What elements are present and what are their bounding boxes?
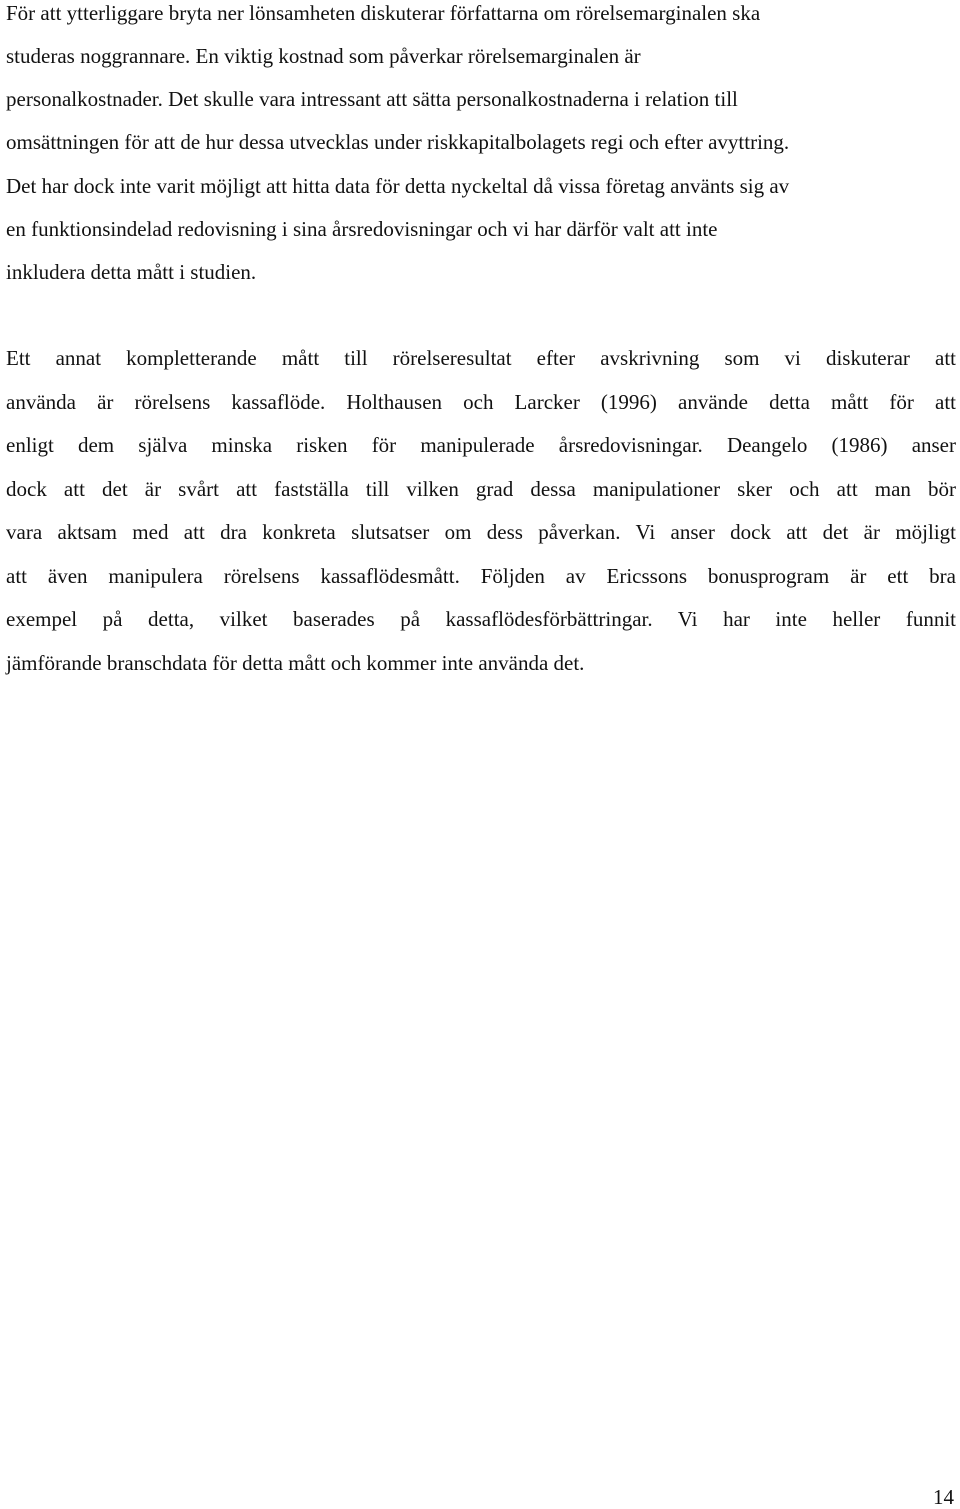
paragraph-1-line-2: studeras noggrannare. En viktig kostnad som påverkar rörelsemarginalen är <box>6 44 641 68</box>
page-number: 14 <box>933 1485 954 1509</box>
paragraph-2-line-7: exempel på detta, vilket baserades på kassaflödesförbättringar. Vi har inte heller funnit <box>6 607 956 631</box>
paragraph-1-line-3: personalkostnader. Det skulle vara intressant att sätta personalkostnaderna i relation till <box>6 87 738 111</box>
paragraph-1-line-1: För att ytterliggare bryta ner lönsamheten diskuterar författarna om rörelsemarginalen ska <box>6 1 761 25</box>
paragraph-1-line-4: omsättningen för att de hur dessa utvecklas under riskkapitalbolagets regi och efter avyttring. <box>6 130 790 154</box>
paragraph-2-line-4: dock att det är svårt att fastställa till vilken grad dessa manipulationer sker och att man bör <box>6 477 956 501</box>
paragraph-2-line-5: vara aktsam med att dra konkreta slutsatser om dess påverkan. Vi anser dock att det är möjligt <box>6 520 956 544</box>
paragraph-1-line-7: inkludera detta mått i studien. <box>6 260 257 284</box>
paragraph-2-line-2: använda är rörelsens kassaflöde. Holthausen och Larcker (1996) använde detta mått för att <box>6 390 956 414</box>
paragraph-2-line-1: Ett annat kompletterande mått till rörelseresultat efter avskrivning som vi diskuterar att <box>6 346 956 370</box>
paragraph-2-line-6: att även manipulera rörelsens kassaflödesmått. Följden av Ericssons bonusprogram är ett bra <box>6 564 956 588</box>
paragraph-1-line-5: Det har dock inte varit möjligt att hitta data för detta nyckeltal då vissa företag använts sig av <box>6 174 790 198</box>
paragraph-2-line-3: enligt dem själva minska risken för manipulerade årsredovisningar. Deangelo (1986) anser <box>6 433 956 457</box>
paragraph-1-line-6: en funktionsindelad redovisning i sina årsredovisningar och vi har därför valt att inte <box>6 217 718 241</box>
paragraph-2-line-8: jämförande branschdata för detta mått och kommer inte använda det. <box>6 651 585 675</box>
